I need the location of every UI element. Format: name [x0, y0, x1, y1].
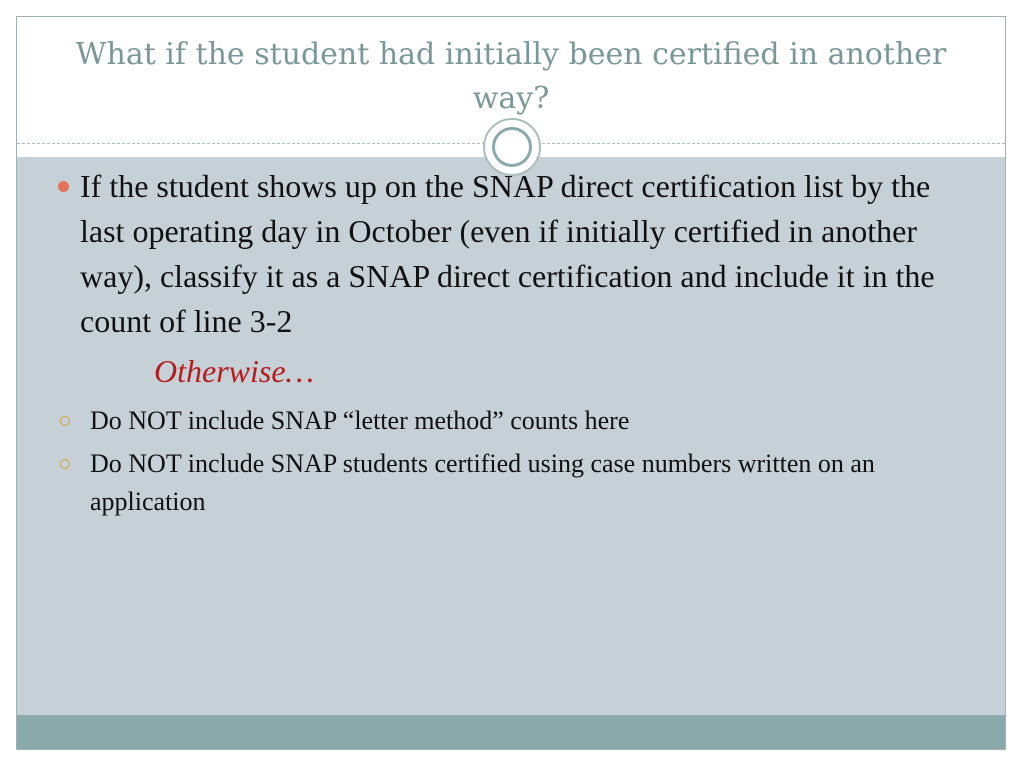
otherwise-text: Otherwise…: [154, 353, 314, 389]
filled-circle-bullet-icon: [58, 181, 69, 192]
hollow-circle-bullet-icon: [60, 459, 70, 469]
slide-title: What if the student had initially been certified in another way?: [75, 37, 947, 116]
slide-body: [58, 164, 948, 526]
sub-bullet-text: Do NOT include SNAP students certified using case numbers written on an application: [90, 449, 875, 516]
sub-bullet-item: [58, 402, 948, 440]
footer-bar: [17, 715, 1005, 749]
hollow-circle-bullet-icon: [60, 416, 70, 426]
bullet-item-main: [58, 164, 948, 344]
bullet-main-text: If the student shows up on the SNAP direct certification list by the last operating day in October (even if initially certified in another way), classify it as a SNAP direct certification and include it in the count of line 3-2: [80, 168, 935, 339]
sub-bullet-text: Do NOT include SNAP “letter method” counts here: [90, 406, 630, 435]
sub-bullet-item: [58, 445, 948, 521]
